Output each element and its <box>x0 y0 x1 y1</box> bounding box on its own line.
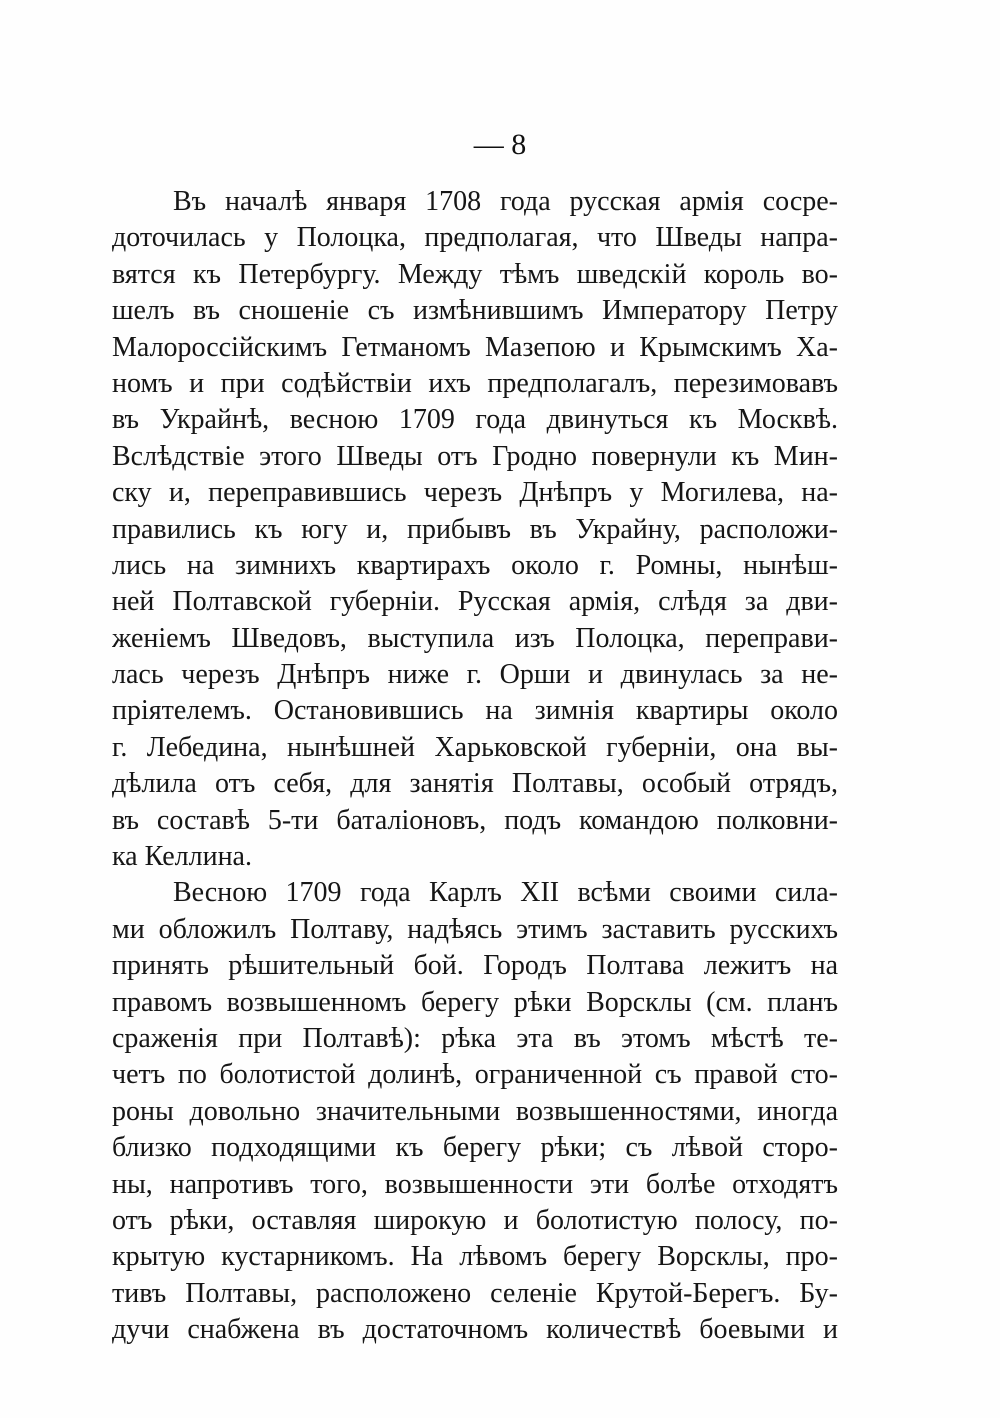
text-line: Весною 1709 года Карлъ XII всѣми своими сила- <box>173 877 838 909</box>
text-line: лись на зимнихъ квартирахъ около г. Ромны, нынѣш- <box>112 549 838 581</box>
text-line: ней Полтавской губерніи. Русская армія, слѣдя за дви- <box>112 586 838 618</box>
text-line: правились къ югу и, прибывъ въ Украйну, расположи- <box>112 513 838 545</box>
text-line: въ составѣ 5-ти баталіоновъ, подъ командою полковни- <box>112 804 838 836</box>
text-line: пріятелемъ. Остановившись на зимнія квартиры около <box>112 695 838 727</box>
text-line: дучи снабжена въ достаточномъ количествѣ боевыми и <box>112 1314 838 1346</box>
text-line: ны, напротивъ того, возвышенности эти болѣе отходятъ <box>112 1168 838 1200</box>
text-line: въ Украйнѣ, весною 1709 года двинуться къ Москвѣ. <box>112 404 838 436</box>
text-line: роны довольно значительными возвышенностями, иногда <box>112 1095 838 1127</box>
text-line: четъ по болотистой долинѣ, ограниченной съ правой сто- <box>112 1059 838 1091</box>
text-line: принять рѣшительный бой. Городъ Полтава лежитъ на <box>112 950 838 982</box>
text-line: шелъ въ сношеніе съ измѣнившимъ Императору Петру <box>112 295 838 327</box>
text-line: доточилась у Полоцка, предполагая, что Шведы напра- <box>112 222 838 254</box>
text-line: г. Лебедина, нынѣшней Харьковской губерніи, она вы- <box>112 731 838 763</box>
text-line: правомъ возвышенномъ берегу рѣки Ворсклы (см. планъ <box>112 986 838 1018</box>
text-line: ка Келлина. <box>112 841 252 873</box>
text-line: Въ началѣ января 1708 года русская армія сосре- <box>173 186 838 217</box>
text-line: Малороссійскимъ Гетманомъ Мазепою и Крымскимъ Ха- <box>112 331 838 363</box>
text-line: Вслѣдствіе этого Шведы отъ Гродно повернули къ Мин- <box>112 440 838 472</box>
text-line: женіемъ Шведовъ, выступила изъ Полоцка, переправи- <box>112 622 838 654</box>
body-text <box>112 184 838 1349</box>
text-line: вятся къ Петербургу. Между тѣмъ шведскій король во- <box>112 258 838 290</box>
text-line: дѣлила отъ себя, для занятія Полтавы, особый отрядъ, <box>112 768 838 800</box>
text-line: тивъ Полтавы, расположено селеніе Крутой-Берегъ. Бу- <box>112 1277 838 1309</box>
page-number: — 8 <box>473 128 527 161</box>
text-line: номъ и при содѣйствіи ихъ предполагалъ, перезимовавъ <box>112 367 838 399</box>
text-line: ми обложилъ Полтаву, надѣясь этимъ заставить русскихъ <box>112 913 838 945</box>
text-line: крытую кустарникомъ. На лѣвомъ берегу Ворсклы, про- <box>112 1241 838 1273</box>
text-line: ску и, переправившись черезъ Днѣпръ у Могилева, на- <box>112 477 838 509</box>
text-line: отъ рѣки, оставляя широкую и болотистую полосу, по- <box>112 1204 838 1236</box>
text-line: близко подходящими къ берегу рѣки; съ лѣвой сторо- <box>112 1132 838 1164</box>
text-line: сраженія при Полтавѣ): рѣка эта въ этомъ мѣстѣ те- <box>112 1022 838 1054</box>
text-line: лась черезъ Днѣпръ ниже г. Орши и двинулась за не- <box>112 659 838 691</box>
